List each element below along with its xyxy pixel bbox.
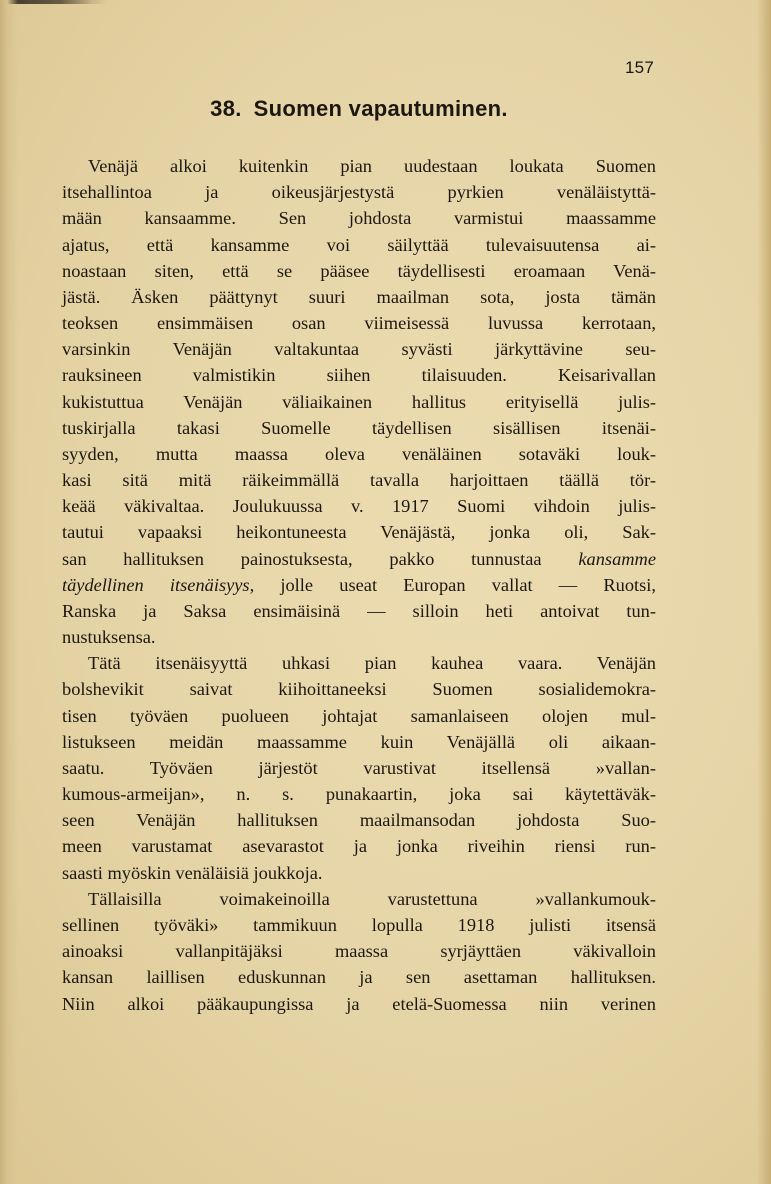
text-line: bolshevikit saivat kiihoittaneeksi Suomen sosialidemokra- (62, 679, 656, 700)
text-line: kasi sitä mitä räikeimmällä tavalla harjoittaen täällä tör- (62, 470, 656, 491)
text-line: Tätä itsenäisyyttä uhkasi pian kauhea vaara. Venäjän (88, 653, 656, 674)
text-line: mään kansaamme. Sen johdosta varmistui maassamme (62, 208, 656, 229)
text-line: listukseen meidän maassamme kuin Venäjällä oli aikaan- (62, 731, 656, 752)
text-line: ainoaksi vallanpitäjäksi maassa syrjäyttäen väkivalloin (62, 941, 656, 962)
chapter-heading: Suomen vapautuminen. (253, 96, 508, 121)
text-line: itsehallintoa ja oikeusjärjestystä pyrkien venäläistyttä- (62, 182, 656, 203)
text-line: Ranska ja Saksa ensimäisinä — silloin heti antoivat tun- (62, 600, 656, 621)
text-line: seen Venäjän hallituksen maailmansodan johdosta Suo- (62, 810, 656, 831)
text-line: kukistuttua Venäjän väliaikainen hallitus erityisellä julis- (62, 391, 656, 412)
page-left-shadow (0, 0, 18, 1184)
text-line: tisen työväen puolueen johtajat samanlaiseen olojen mul- (62, 705, 656, 726)
text-line: kumous-armeijan», n. s. punakaartin, joka sai käytettäväk- (62, 784, 656, 805)
text-line: Tällaisilla voimakeinoilla varustettuna »vallankumouk- (88, 888, 656, 909)
text-line: ajatus, että kansamme voi säilyttää tulevaisuutensa ai- (62, 234, 656, 255)
chapter-number: 38. (210, 96, 242, 121)
text-line: saatu. Työväen järjestöt varustivat itsellensä »vallan- (62, 757, 656, 778)
chapter-title (62, 96, 656, 122)
text-line: syyden, mutta maassa oleva venäläinen sotaväki louk- (62, 443, 656, 464)
text-line: tuskirjalla takasi Suomelle täydellisen sisällisen itsenäi- (62, 417, 656, 438)
text-line: saasti myöskin venäläisiä joukkoja. (62, 862, 323, 883)
text-line (62, 546, 656, 572)
text-line: sellinen työväki» tammikuun lopulla 1918 julisti itsensä (62, 914, 656, 935)
text-line: tautui vapaaksi heikontuneesta Venäjästä, jonka oli, Sak- (62, 522, 656, 543)
text-line: rauksineen valmistikin siihen tilaisuuden. Keisarivallan (62, 365, 656, 386)
text-line (62, 572, 656, 598)
text-line: Venäjä alkoi kuitenkin pian uudestaan loukata Suomen (88, 156, 656, 176)
page-top-shadow (0, 0, 771, 4)
text-line: varsinkin Venäjän valtakuntaa syvästi järkyttävine seu- (62, 339, 656, 360)
text-line: nustuksensa. (62, 627, 156, 648)
text-segment: san hallituksen painostuksesta, pakko tunnustaa (62, 548, 579, 569)
text-segment: jolle useat Europan vallat — Ruotsi, (254, 574, 656, 595)
emphasized-text: kansamme (578, 548, 656, 569)
text-line: keää väkivaltaa. Joulukuussa v. 1917 Suomi vihdoin julis- (62, 496, 656, 517)
text-line: teoksen ensimmäisen osan viimeisessä luvussa kerrotaan, (62, 313, 656, 334)
text-line: meen varustamat asevarastot ja jonka riveihin riensi run- (62, 836, 656, 857)
text-line: kansan laillisen eduskunnan ja sen asettaman hallituksen. (62, 967, 656, 988)
text-line: jästä. Äsken päättynyt suuri maailman sota, josta tämän (62, 286, 656, 307)
text-line: Niin alkoi pääkaupungissa ja etelä-Suomessa niin verinen (62, 993, 656, 1014)
page-number: 157 (625, 58, 654, 77)
text-line: noastaan siten, että se pääsee täydellisesti eroamaan Venä- (62, 260, 656, 281)
emphasized-text: täydellinen itsenäisyys, (62, 574, 255, 595)
body-text (62, 153, 656, 1017)
page-right-shadow (757, 0, 771, 1184)
